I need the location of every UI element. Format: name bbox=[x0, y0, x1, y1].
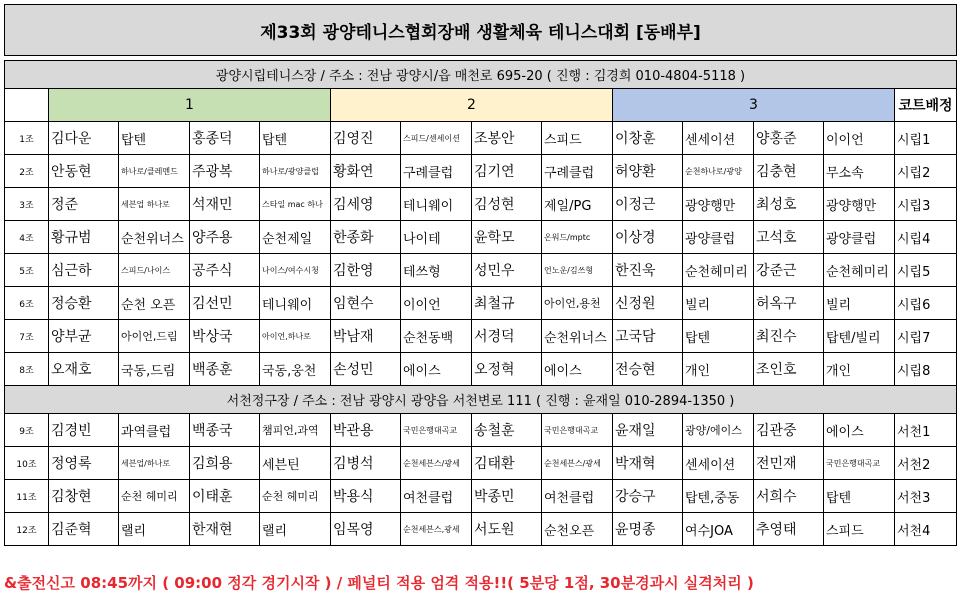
club-cell: 세븐업/하나로 bbox=[119, 447, 190, 480]
group-2-header: 2 bbox=[331, 89, 613, 122]
club-cell: 국민은행대곡교 bbox=[401, 414, 472, 447]
club-cell: 스피드 bbox=[824, 513, 895, 546]
player-name-cell: 양부균 bbox=[49, 320, 119, 353]
player-name-cell: 김세영 bbox=[331, 188, 401, 221]
player-name-cell: 황화연 bbox=[331, 155, 401, 188]
group-row bbox=[5, 221, 957, 254]
club-cell: 순천오픈 bbox=[542, 513, 613, 546]
club-cell: 하나로/광양클럽 bbox=[260, 155, 331, 188]
player-name-cell: 김성현 bbox=[472, 188, 542, 221]
club-cell: 하나로/클레멘드 bbox=[119, 155, 190, 188]
club-cell: 순천동백 bbox=[401, 320, 472, 353]
player-name-cell: 김기연 bbox=[472, 155, 542, 188]
player-name-cell: 신정원 bbox=[613, 287, 683, 320]
club-cell: 에이스 bbox=[401, 353, 472, 386]
player-name-cell: 박남재 bbox=[331, 320, 401, 353]
player-name-cell: 서희수 bbox=[754, 480, 824, 513]
club-cell: 테니웨이 bbox=[401, 188, 472, 221]
player-name-cell: 김창현 bbox=[49, 480, 119, 513]
court-cell: 시립3 bbox=[895, 188, 957, 221]
player-name-cell: 이상경 bbox=[613, 221, 683, 254]
player-name-cell: 최성호 bbox=[754, 188, 824, 221]
club-cell: 세븐업 하나로 bbox=[119, 188, 190, 221]
player-name-cell: 양주용 bbox=[190, 221, 260, 254]
club-cell: 테쓰형 bbox=[401, 254, 472, 287]
player-name-cell: 주광복 bbox=[190, 155, 260, 188]
club-cell: 여천클럽 bbox=[542, 480, 613, 513]
club-cell: 광양클럽 bbox=[683, 221, 754, 254]
player-name-cell: 고석호 bbox=[754, 221, 824, 254]
club-cell: 순천세븐스/광세 bbox=[401, 447, 472, 480]
player-name-cell: 양홍준 bbox=[754, 122, 824, 155]
club-cell: 스피드 bbox=[542, 122, 613, 155]
player-name-cell: 서도원 bbox=[472, 513, 542, 546]
club-cell: 여수JOA bbox=[683, 513, 754, 546]
club-cell: 광양/에이스 bbox=[683, 414, 754, 447]
club-cell: 순천 헤미리 bbox=[260, 480, 331, 513]
player-name-cell: 김준혁 bbox=[49, 513, 119, 546]
club-cell: 개인 bbox=[824, 353, 895, 386]
club-cell: 국민은행대곡교 bbox=[824, 447, 895, 480]
player-name-cell: 강준근 bbox=[754, 254, 824, 287]
player-name-cell: 안동현 bbox=[49, 155, 119, 188]
club-cell: 구례클럽 bbox=[542, 155, 613, 188]
club-cell: 개인 bbox=[683, 353, 754, 386]
group-row bbox=[5, 447, 957, 480]
player-name-cell: 고국담 bbox=[613, 320, 683, 353]
player-name-cell: 전승현 bbox=[613, 353, 683, 386]
club-cell: 국동,드림 bbox=[119, 353, 190, 386]
court-cell: 서천3 bbox=[895, 480, 957, 513]
club-cell: 탑텐 bbox=[683, 320, 754, 353]
club-cell: 탑텐/빌리 bbox=[824, 320, 895, 353]
player-name-cell: 홍종덕 bbox=[190, 122, 260, 155]
court-assignment-header: 코트배정 bbox=[895, 89, 957, 122]
player-name-cell: 한진욱 bbox=[613, 254, 683, 287]
player-name-cell: 오재호 bbox=[49, 353, 119, 386]
player-name-cell: 최철규 bbox=[472, 287, 542, 320]
group-label: 6조 bbox=[5, 287, 49, 320]
court-cell: 시립4 bbox=[895, 221, 957, 254]
court-cell: 시립2 bbox=[895, 155, 957, 188]
player-name-cell: 황규범 bbox=[49, 221, 119, 254]
group-row bbox=[5, 353, 957, 386]
player-name-cell: 김영진 bbox=[331, 122, 401, 155]
club-cell: 순천위너스 bbox=[542, 320, 613, 353]
club-cell: 탑텐 bbox=[824, 480, 895, 513]
club-cell: 순천 헤미리 bbox=[119, 480, 190, 513]
club-cell: 국민은행대곡교 bbox=[542, 414, 613, 447]
player-name-cell: 박용식 bbox=[331, 480, 401, 513]
player-name-cell: 강승구 bbox=[613, 480, 683, 513]
group-row bbox=[5, 122, 957, 155]
player-name-cell: 김충현 bbox=[754, 155, 824, 188]
group-header-row bbox=[5, 89, 957, 122]
footer-notice: &출전신고 08:45까지 ( 09:00 정각 경기시작 ) / 페널티 적용 엄격 적용!!( 5분당 1점, 30분경과시 실격처리 ) bbox=[4, 574, 754, 592]
club-cell: 순천헤미리 bbox=[824, 254, 895, 287]
schedule-table bbox=[4, 60, 957, 546]
club-cell: 순천세븐스/광세 bbox=[542, 447, 613, 480]
court-cell: 시립1 bbox=[895, 122, 957, 155]
club-cell: 나이테 bbox=[401, 221, 472, 254]
player-name-cell: 정승환 bbox=[49, 287, 119, 320]
group-label: 5조 bbox=[5, 254, 49, 287]
club-cell: 탑텐 bbox=[260, 122, 331, 155]
player-name-cell: 허옥구 bbox=[754, 287, 824, 320]
player-name-cell: 최진수 bbox=[754, 320, 824, 353]
group-row bbox=[5, 254, 957, 287]
club-cell: 세븐틴 bbox=[260, 447, 331, 480]
player-name-cell: 윤학모 bbox=[472, 221, 542, 254]
player-name-cell: 추영태 bbox=[754, 513, 824, 546]
club-cell: 나이스/여수시청 bbox=[260, 254, 331, 287]
group-row bbox=[5, 480, 957, 513]
club-cell: 과역클럽 bbox=[119, 414, 190, 447]
player-name-cell: 임목영 bbox=[331, 513, 401, 546]
court-cell: 시립7 bbox=[895, 320, 957, 353]
player-name-cell: 허양환 bbox=[613, 155, 683, 188]
club-cell: 아이언,드림 bbox=[119, 320, 190, 353]
group-label: 1조 bbox=[5, 122, 49, 155]
player-name-cell: 김선민 bbox=[190, 287, 260, 320]
group-row bbox=[5, 320, 957, 353]
group-label: 7조 bbox=[5, 320, 49, 353]
club-cell: 이이언 bbox=[824, 122, 895, 155]
player-name-cell: 김다운 bbox=[49, 122, 119, 155]
club-cell: 스피드/나이스 bbox=[119, 254, 190, 287]
corner-cell bbox=[5, 89, 49, 122]
group-label: 11조 bbox=[5, 480, 49, 513]
club-cell: 구례클럽 bbox=[401, 155, 472, 188]
club-cell: 순천위너스 bbox=[119, 221, 190, 254]
player-name-cell: 송철훈 bbox=[472, 414, 542, 447]
club-cell: 순천 오픈 bbox=[119, 287, 190, 320]
player-name-cell: 임현수 bbox=[331, 287, 401, 320]
player-name-cell: 김한영 bbox=[331, 254, 401, 287]
club-cell: 테니웨이 bbox=[260, 287, 331, 320]
group-label: 2조 bbox=[5, 155, 49, 188]
player-name-cell: 정준 bbox=[49, 188, 119, 221]
club-cell: 스피드/센세이션 bbox=[401, 122, 472, 155]
club-cell: 순천헤미리 bbox=[683, 254, 754, 287]
player-name-cell: 오정혁 bbox=[472, 353, 542, 386]
group-row bbox=[5, 287, 957, 320]
club-cell: 순천하나로/광양 bbox=[683, 155, 754, 188]
club-cell: 챔피언,과역 bbox=[260, 414, 331, 447]
venue-row-1 bbox=[5, 61, 957, 89]
club-cell: 이이언 bbox=[401, 287, 472, 320]
club-cell: 광양클럽 bbox=[824, 221, 895, 254]
club-cell: 빌리 bbox=[824, 287, 895, 320]
player-name-cell: 조봉안 bbox=[472, 122, 542, 155]
group-label: 4조 bbox=[5, 221, 49, 254]
player-name-cell: 박재혁 bbox=[613, 447, 683, 480]
club-cell: 탑텐 bbox=[119, 122, 190, 155]
group-row bbox=[5, 188, 957, 221]
player-name-cell: 한종화 bbox=[331, 221, 401, 254]
player-name-cell: 공주식 bbox=[190, 254, 260, 287]
group-1-header: 1 bbox=[49, 89, 331, 122]
player-name-cell: 박종민 bbox=[472, 480, 542, 513]
group-label: 12조 bbox=[5, 513, 49, 546]
venue-1-text: 광양시립테니스장 / 주소 : 전남 광양시/읍 매천로 695-20 ( 진행 : 김경희 010-4804-5118 ) bbox=[5, 61, 957, 89]
group-label: 10조 bbox=[5, 447, 49, 480]
club-cell: 무소속 bbox=[824, 155, 895, 188]
club-cell: 국동,웅천 bbox=[260, 353, 331, 386]
court-cell: 서천1 bbox=[895, 414, 957, 447]
court-cell: 서천4 bbox=[895, 513, 957, 546]
player-name-cell: 백종국 bbox=[190, 414, 260, 447]
club-cell: 순천세븐스,광세 bbox=[401, 513, 472, 546]
club-cell: 스타일 mac 하나 bbox=[260, 188, 331, 221]
club-cell: 순천제일 bbox=[260, 221, 331, 254]
club-cell: 제일/PG bbox=[542, 188, 613, 221]
group-row bbox=[5, 513, 957, 546]
player-name-cell: 이정근 bbox=[613, 188, 683, 221]
group-row bbox=[5, 155, 957, 188]
player-name-cell: 김태환 bbox=[472, 447, 542, 480]
club-cell: 랠리 bbox=[119, 513, 190, 546]
player-name-cell: 손성민 bbox=[331, 353, 401, 386]
player-name-cell: 성민우 bbox=[472, 254, 542, 287]
club-cell: 언노운/김쓰형 bbox=[542, 254, 613, 287]
group-label: 8조 bbox=[5, 353, 49, 386]
court-cell: 시립5 bbox=[895, 254, 957, 287]
group-label: 9조 bbox=[5, 414, 49, 447]
club-cell: 에이스 bbox=[542, 353, 613, 386]
club-cell: 아이언,하나로 bbox=[260, 320, 331, 353]
player-name-cell: 윤재일 bbox=[613, 414, 683, 447]
player-name-cell: 전민재 bbox=[754, 447, 824, 480]
player-name-cell: 윤명종 bbox=[613, 513, 683, 546]
club-cell: 광양행만 bbox=[824, 188, 895, 221]
player-name-cell: 심근하 bbox=[49, 254, 119, 287]
venue-2-text: 서천정구장 / 주소 : 전남 광양시 광양읍 서천변로 111 ( 진행 : 윤재일 010-2894-1350 ) bbox=[5, 386, 957, 414]
club-cell: 아이언,용천 bbox=[542, 287, 613, 320]
club-cell: 빌리 bbox=[683, 287, 754, 320]
player-name-cell: 박상국 bbox=[190, 320, 260, 353]
club-cell: 탑텐,중동 bbox=[683, 480, 754, 513]
player-name-cell: 이태훈 bbox=[190, 480, 260, 513]
player-name-cell: 박관용 bbox=[331, 414, 401, 447]
club-cell: 여천클럽 bbox=[401, 480, 472, 513]
player-name-cell: 백종훈 bbox=[190, 353, 260, 386]
club-cell: 센세이션 bbox=[683, 122, 754, 155]
player-name-cell: 김경빈 bbox=[49, 414, 119, 447]
player-name-cell: 서경덕 bbox=[472, 320, 542, 353]
club-cell: 랠리 bbox=[260, 513, 331, 546]
player-name-cell: 김병석 bbox=[331, 447, 401, 480]
player-name-cell: 김관중 bbox=[754, 414, 824, 447]
club-cell: 온워드/mptc bbox=[542, 221, 613, 254]
venue-row-2 bbox=[5, 386, 957, 414]
group-3-header: 3 bbox=[613, 89, 895, 122]
club-cell: 에이스 bbox=[824, 414, 895, 447]
court-cell: 시립6 bbox=[895, 287, 957, 320]
player-name-cell: 한재현 bbox=[190, 513, 260, 546]
player-name-cell: 이창훈 bbox=[613, 122, 683, 155]
player-name-cell: 정영록 bbox=[49, 447, 119, 480]
club-cell: 광양행만 bbox=[683, 188, 754, 221]
group-label: 3조 bbox=[5, 188, 49, 221]
club-cell: 센세이션 bbox=[683, 447, 754, 480]
page-title: 제33회 광양테니스협회장배 생활체육 테니스대회 [동배부] bbox=[4, 4, 957, 56]
player-name-cell: 조인호 bbox=[754, 353, 824, 386]
player-name-cell: 김희용 bbox=[190, 447, 260, 480]
court-cell: 시립8 bbox=[895, 353, 957, 386]
player-name-cell: 석재민 bbox=[190, 188, 260, 221]
group-row bbox=[5, 414, 957, 447]
court-cell: 서천2 bbox=[895, 447, 957, 480]
